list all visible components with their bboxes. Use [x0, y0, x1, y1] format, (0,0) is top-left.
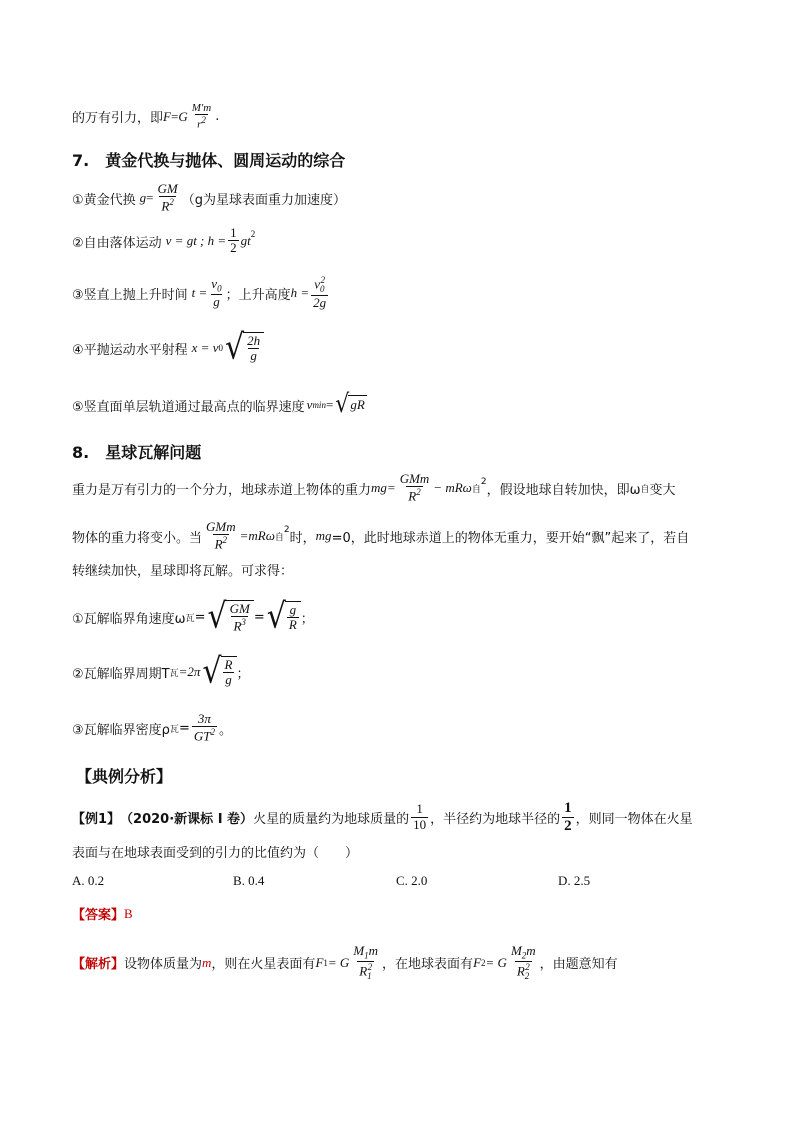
sec8-para-line2: [72, 520, 689, 553]
sub: 瓦: [169, 724, 179, 735]
eq: =: [194, 609, 206, 625]
sec7-line3: [72, 276, 330, 311]
sec7-line2: [72, 226, 255, 256]
radicand: gR: [350, 397, 365, 412]
var: m: [202, 954, 212, 970]
fraction: [285, 601, 301, 633]
sqrt: [224, 327, 264, 368]
eq: =: [146, 190, 154, 206]
num: M′m: [191, 102, 212, 114]
option-d: D. 2.5: [558, 873, 591, 888]
den: 2g: [313, 294, 327, 310]
text: 火星的质量约为地球质量的: [253, 811, 410, 827]
solution-tag: 【解析】: [72, 957, 125, 973]
den-text: R: [359, 963, 368, 979]
text: 时，: [289, 530, 316, 546]
text: 物体的重力将变小。当: [72, 530, 203, 546]
example-tag: 【例1】: [72, 811, 121, 827]
num: g: [289, 602, 297, 618]
text: 的万有引力，即: [72, 111, 164, 127]
exp: 3: [241, 617, 246, 628]
sqrt: [335, 390, 366, 419]
num: [209, 277, 223, 294]
den: 2: [230, 240, 237, 256]
text: ，则同一物体在火星: [575, 811, 693, 827]
sec7-line4: [72, 327, 264, 368]
fraction: [311, 276, 328, 311]
den-text: R: [161, 198, 170, 214]
top-formula-line: [72, 102, 219, 131]
sub: 0: [218, 343, 223, 354]
den-text: R: [516, 963, 525, 979]
sqrt: [202, 651, 236, 692]
num: 1: [230, 225, 237, 240]
fraction: [398, 472, 432, 505]
den: [515, 961, 532, 981]
fraction: [228, 226, 239, 256]
sub: 2: [524, 971, 530, 982]
exp: 2: [210, 727, 215, 738]
sec8-item3: [72, 712, 232, 745]
note: （g为星球表面重力加速度）: [181, 192, 346, 208]
fraction: [351, 944, 380, 982]
num-text: m: [526, 943, 536, 958]
fraction: [221, 656, 237, 688]
num: 1: [416, 801, 423, 817]
sub: min: [312, 400, 326, 410]
example-source: （2020·新课标 I 卷）: [120, 811, 254, 827]
den: g: [250, 348, 257, 364]
sub: 1: [367, 971, 372, 982]
var: F: [163, 108, 171, 124]
sec8-para-line3: 转继续加快，星球即将瓦解。可求得：: [72, 564, 294, 579]
answer-value: B: [124, 905, 133, 921]
answer-line: [72, 904, 133, 923]
text: 重力是万有引力的一个分力，地球赤道上物体的重力: [72, 482, 372, 498]
den: [406, 486, 422, 504]
text: =0，此时地球赤道上的物体无重力，要开始“飘”起来了，若自: [331, 530, 690, 546]
fraction: [562, 800, 574, 835]
exp: 2: [367, 962, 373, 973]
sub: 1: [364, 950, 369, 961]
exp: 2: [320, 275, 326, 285]
num: [351, 944, 380, 961]
den-text: R: [233, 618, 242, 634]
var: h =: [290, 285, 310, 301]
var: t =: [191, 285, 208, 301]
num: [509, 944, 538, 961]
fraction: [411, 802, 428, 832]
exp: 2: [250, 229, 256, 240]
exp: 2: [222, 535, 228, 546]
num: GMm: [399, 471, 430, 486]
sub: 0: [320, 283, 325, 294]
end: .: [215, 109, 220, 125]
option-c: C. 2.0: [396, 873, 428, 888]
eq: =2π: [178, 664, 201, 680]
var: G: [178, 108, 188, 124]
label: ③瓦解临界密度ρ: [72, 722, 170, 738]
label: ④平抛运动水平射程: [72, 342, 188, 358]
formula: gt: [240, 233, 251, 249]
fraction: [243, 332, 264, 364]
var: F: [315, 954, 324, 970]
text: ，在地球表面有: [382, 957, 474, 973]
exp: 2: [169, 197, 174, 208]
num-text: M: [353, 943, 365, 958]
exp: 2: [525, 962, 530, 973]
den: g: [213, 294, 220, 310]
text: 设物体质量为: [124, 957, 203, 973]
num: 3π: [197, 711, 211, 726]
eq: = G: [485, 954, 507, 970]
den: R: [288, 617, 297, 633]
end: ；: [300, 611, 314, 627]
sec7-line1: [72, 182, 346, 215]
text: ，假设地球自转加快，即ω: [486, 482, 641, 498]
fraction: [192, 712, 217, 745]
radical-icon: √: [202, 651, 222, 692]
end: 。: [218, 722, 232, 738]
sec7-line5: [72, 390, 367, 419]
var: F: [473, 954, 482, 970]
label: ①瓦解临界角速度ω: [72, 611, 186, 627]
sub: 自: [640, 484, 650, 495]
num: GM: [229, 601, 250, 616]
num-text: M: [510, 943, 522, 958]
formula: =mRω: [239, 528, 275, 544]
fraction: [209, 277, 223, 310]
den: [357, 961, 374, 981]
den: [195, 114, 208, 131]
var: g: [139, 190, 147, 206]
exp: 2: [283, 525, 290, 536]
den: 2: [564, 817, 572, 834]
sec8-para-line1: [72, 472, 676, 505]
option-a: A. 0.2: [72, 873, 105, 888]
text: ；上升高度: [225, 287, 291, 303]
sub: 0: [217, 283, 222, 294]
solution-line: [72, 944, 618, 982]
fraction: [509, 944, 538, 982]
num: R: [224, 657, 233, 672]
radical-icon: √: [207, 596, 227, 637]
fraction: [190, 102, 214, 131]
den-text: GT: [193, 728, 211, 744]
num: GM: [157, 181, 178, 196]
var: x = v: [191, 340, 219, 356]
sqrt: [207, 596, 253, 637]
text: ，由题意知有: [539, 957, 618, 973]
end: ；: [236, 666, 250, 682]
eq: = G: [327, 954, 350, 970]
analysis-title: 【典例分析】: [76, 767, 173, 786]
radical-icon: √: [335, 390, 350, 419]
eq: =: [325, 397, 334, 412]
num: 1: [564, 800, 572, 816]
fraction: [226, 600, 254, 635]
den: 10: [413, 816, 427, 832]
sec8-item2: [72, 651, 250, 692]
den: [159, 196, 175, 214]
den: [231, 616, 247, 634]
var: v: [306, 397, 313, 412]
num-text: v: [314, 276, 321, 292]
text: 变大: [649, 482, 676, 498]
den-text: r: [197, 118, 202, 131]
label: ③竖直上抛上升时间: [72, 287, 188, 303]
radical-icon: √: [224, 327, 245, 368]
label: ②自由落体运动: [72, 235, 162, 251]
eq: =: [253, 609, 265, 625]
den: [213, 534, 229, 552]
option-b: B. 0.4: [233, 873, 265, 888]
fraction: [204, 520, 238, 553]
den-text: R: [214, 536, 223, 552]
section-8-title: 8. 星球瓦解问题: [72, 443, 202, 462]
sub: 2: [521, 950, 527, 961]
num: GMm: [206, 519, 236, 534]
exp: 2: [480, 477, 487, 488]
formula: v = gt ; h =: [165, 233, 227, 249]
sub: 瓦: [185, 613, 195, 624]
radical-icon: √: [266, 596, 286, 637]
answer-tag: 【答案】: [72, 908, 125, 923]
example-1-line1: [72, 800, 693, 835]
label: ②瓦解临界周期T: [72, 666, 170, 682]
num-text: m: [368, 943, 379, 958]
num: 2h: [247, 333, 261, 348]
eq: =: [178, 720, 190, 736]
text: ，半径约为地球半径的: [430, 811, 561, 827]
sub: 2: [481, 957, 486, 968]
num: [312, 276, 327, 295]
formula: − mRω: [433, 480, 472, 496]
sub: 1: [323, 957, 328, 968]
num-text: v: [211, 275, 218, 291]
sub: 瓦: [169, 668, 179, 679]
den: [192, 726, 217, 744]
text: ，则在火星表面有: [211, 957, 316, 973]
fraction: [156, 182, 180, 215]
label: ⑤竖直面单层轨道通过最高点的临界速度: [72, 399, 305, 415]
sec8-item1: [72, 596, 314, 637]
sub: 自: [471, 484, 481, 495]
exp: 2: [416, 487, 421, 498]
eq: =: [170, 108, 179, 124]
section-7-title: 7. 黄金代换与抛体、圆周运动的综合: [72, 151, 346, 170]
label: ①黄金代换: [72, 192, 136, 208]
den-text: R: [408, 488, 417, 504]
den: g: [225, 672, 232, 688]
exp: 2: [201, 115, 206, 126]
sub: 自: [274, 532, 284, 543]
formula: mg=: [371, 480, 396, 496]
example-1-line2: 表面与在地球表面受到的引力的比值约为（ ）: [72, 846, 359, 861]
var: mg: [315, 528, 332, 544]
sqrt: [266, 596, 301, 637]
